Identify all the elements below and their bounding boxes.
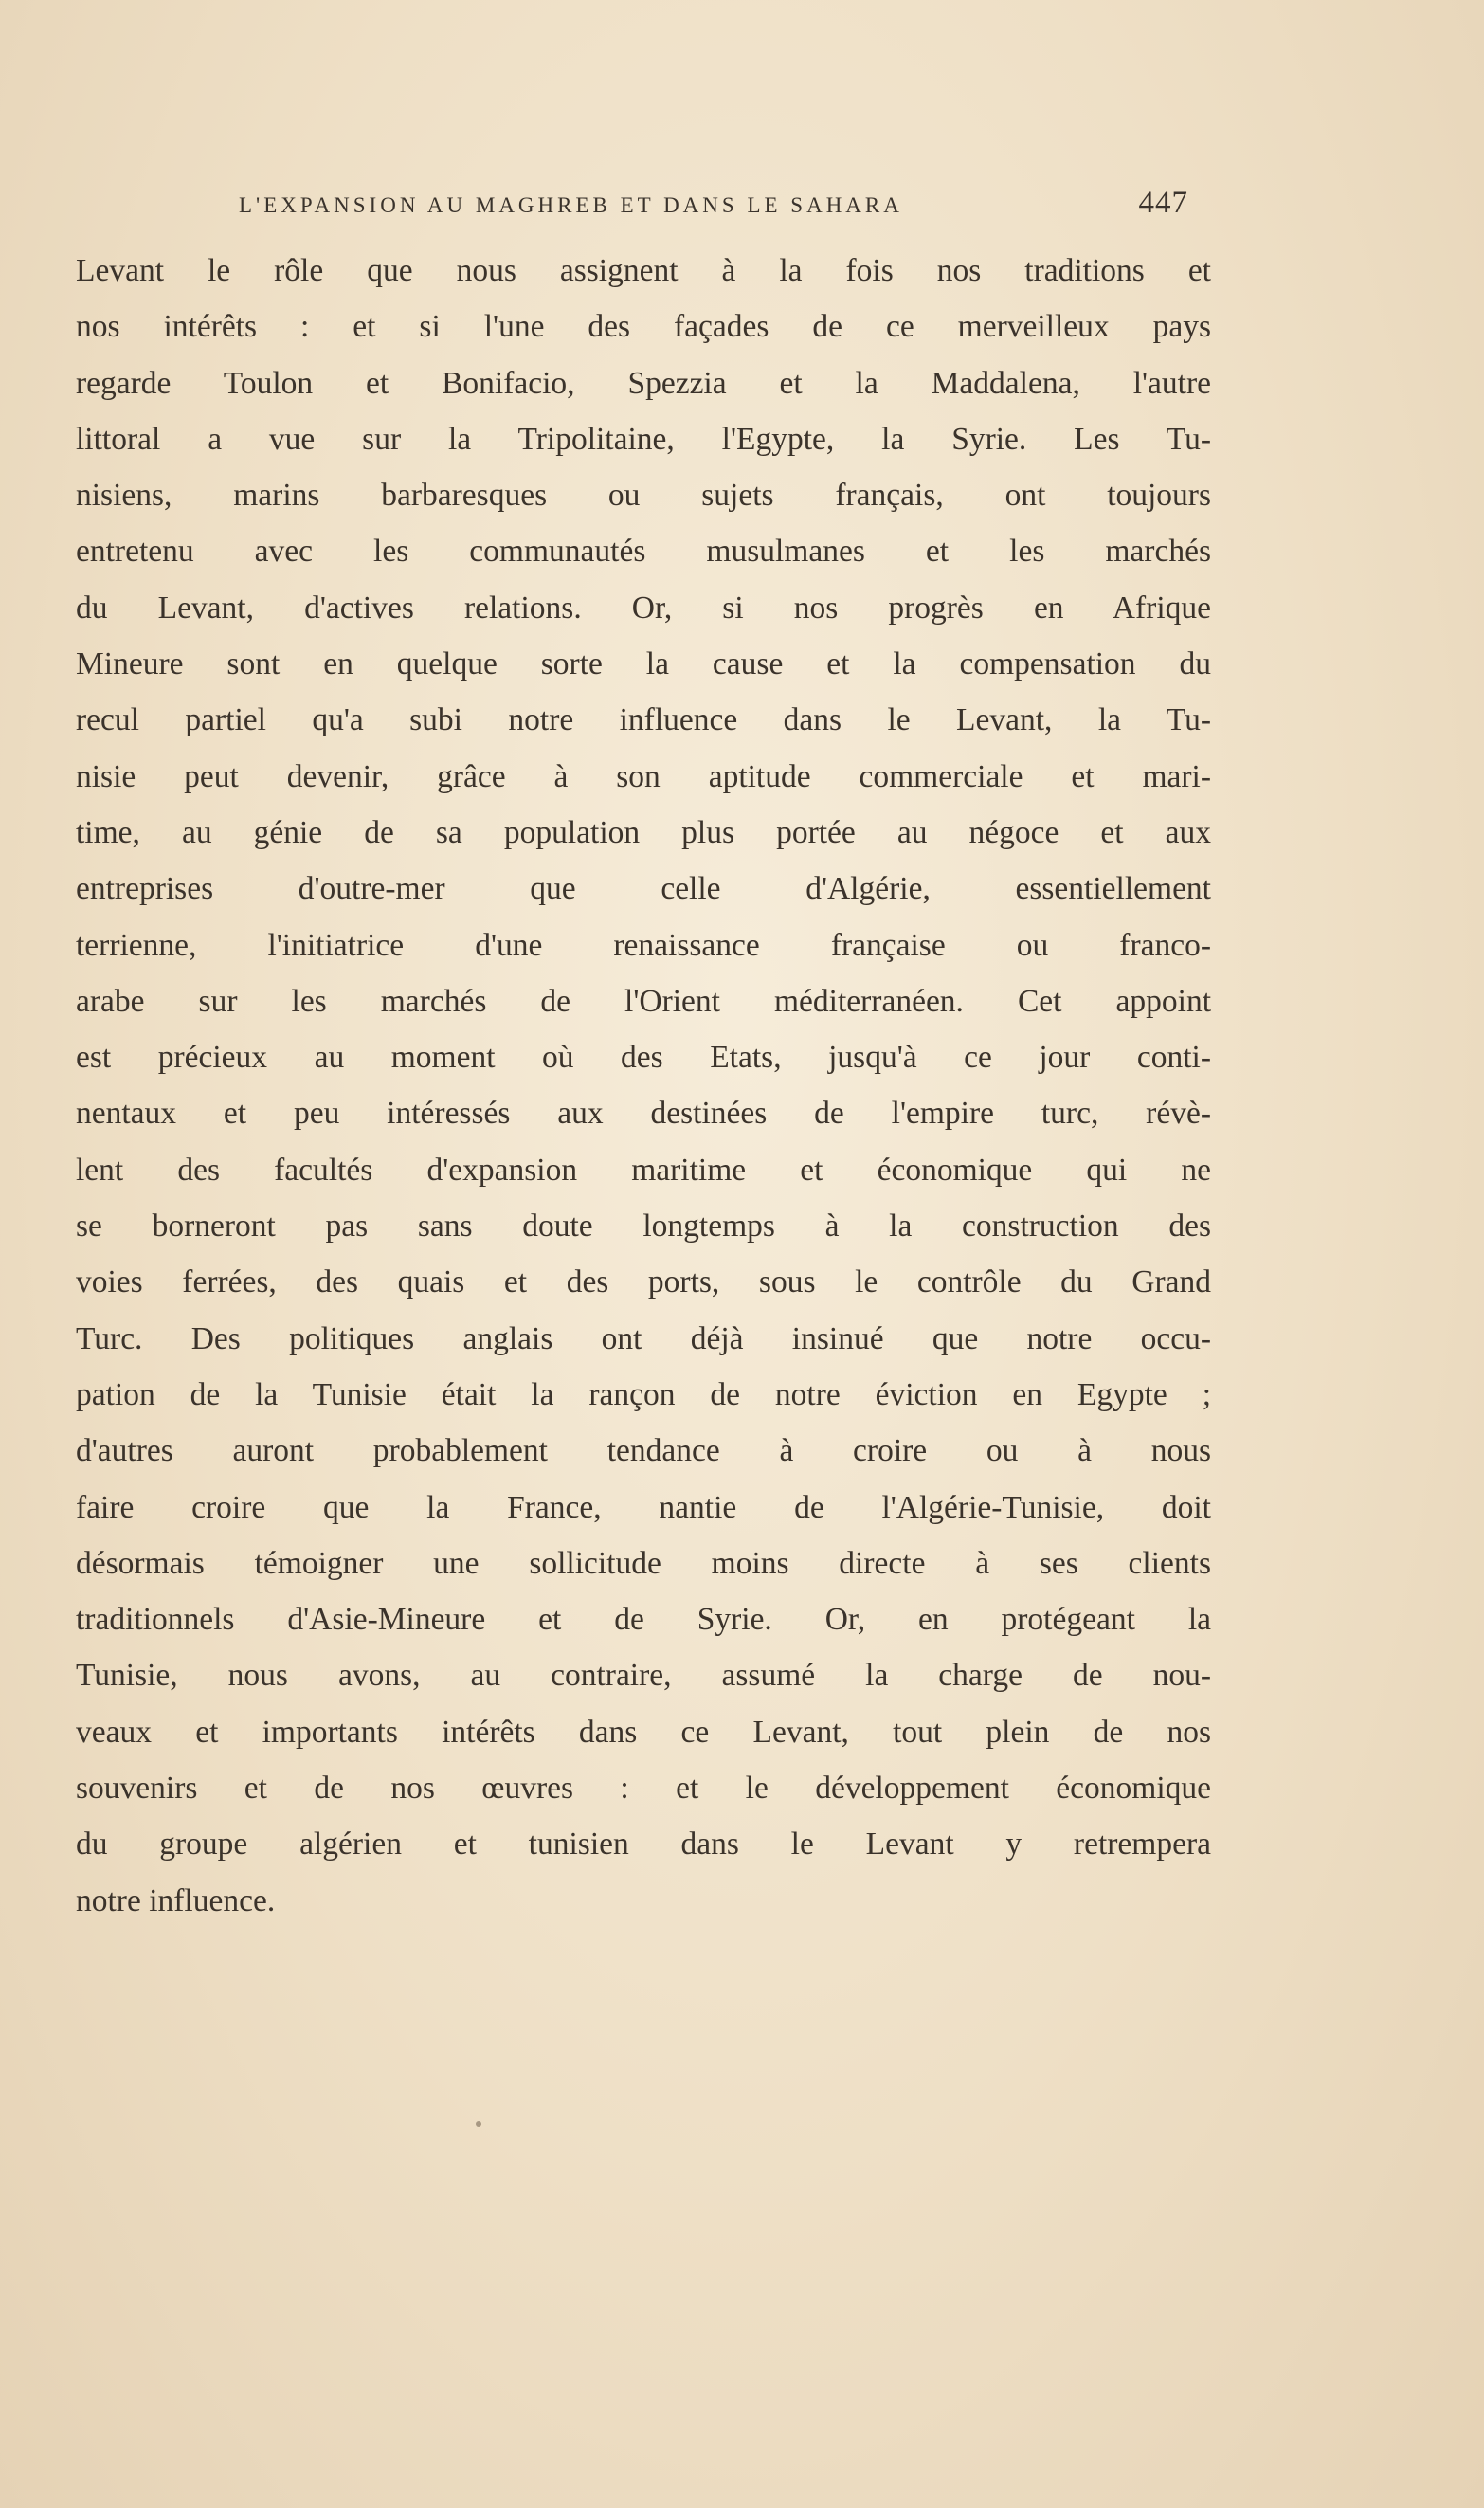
text-line: notre influence. [76, 1882, 276, 1918]
text-line: est précieux au moment où des Etats, jusqu'à ce jour conti- [76, 1040, 1211, 1076]
text-line: nentaux et peu intéressés aux destinées de l'empire turc, révè- [76, 1096, 1211, 1132]
text-line: veaux et importants intérêts dans ce Levant, tout plein de nos [76, 1714, 1211, 1750]
text-line: d'autres auront probablement tendance à croire ou à nous [76, 1433, 1211, 1469]
text-line: du Levant, d'actives relations. Or, si nos progrès en Afrique [76, 590, 1211, 626]
text-line: entretenu avec les communautés musulmanes et les marchés [76, 534, 1211, 570]
text-line: nisiens, marins barbaresques ou sujets français, ont toujours [76, 478, 1211, 514]
text-line: Levant le rôle que nous assignent à la fois nos traditions et [76, 253, 1211, 288]
text-line: lent des facultés d'expansion maritime et économique qui ne [76, 1152, 1211, 1188]
text-line: nos intérêts : et si l'une des façades de ce merveilleux pays [76, 309, 1211, 345]
text-line: faire croire que la France, nantie de l'Algérie-Tunisie, doit [76, 1489, 1211, 1525]
text-line: se borneront pas sans doute longtemps à la construction des [76, 1209, 1211, 1245]
running-head [239, 186, 1188, 224]
text-line: voies ferrées, des quais et des ports, sous le contrôle du Grand [76, 1264, 1211, 1300]
text-line: littoral a vue sur la Tripolitaine, l'Egypte, la Syrie. Les Tu- [76, 421, 1211, 457]
text-line: Mineure sont en quelque sorte la cause et la compensation du [76, 646, 1211, 682]
text-line: pation de la Tunisie était la rançon de notre éviction en Egypte ; [76, 1376, 1211, 1412]
text-line: Turc. Des politiques anglais ont déjà insinué que notre occu- [76, 1320, 1211, 1356]
text-line: regarde Toulon et Bonifacio, Spezzia et la Maddalena, l'autre [76, 365, 1211, 401]
text-line: terrienne, l'initiatrice d'une renaissance française ou franco- [76, 927, 1211, 963]
body-text [76, 243, 1211, 1929]
paper-speck [476, 2121, 481, 2127]
text-line: souvenirs et de nos œuvres : et le développement économique [76, 1771, 1211, 1807]
page-number: 447 [1138, 186, 1188, 220]
text-line: traditionnels d'Asie-Mineure et de Syrie. Or, en protégeant la [76, 1602, 1211, 1638]
text-line: entreprises d'outre-mer que celle d'Algérie, essentiellement [76, 871, 1211, 907]
text-line: recul partiel qu'a subi notre influence dans le Levant, la Tu- [76, 702, 1211, 738]
text-line: time, au génie de sa population plus portée au négoce et aux [76, 814, 1211, 850]
running-title: L'EXPANSION AU MAGHREB ET DANS LE SAHARA [239, 193, 903, 217]
text-line: Tunisie, nous avons, au contraire, assumé la charge de nou- [76, 1658, 1211, 1694]
text-line: désormais témoigner une sollicitude moins directe à ses clients [76, 1545, 1211, 1581]
text-line: arabe sur les marchés de l'Orient méditerranéen. Cet appoint [76, 983, 1211, 1019]
text-line: nisie peut devenir, grâce à son aptitude commerciale et mari- [76, 758, 1211, 794]
text-line: du groupe algérien et tunisien dans le Levant y retrempera [76, 1826, 1211, 1863]
